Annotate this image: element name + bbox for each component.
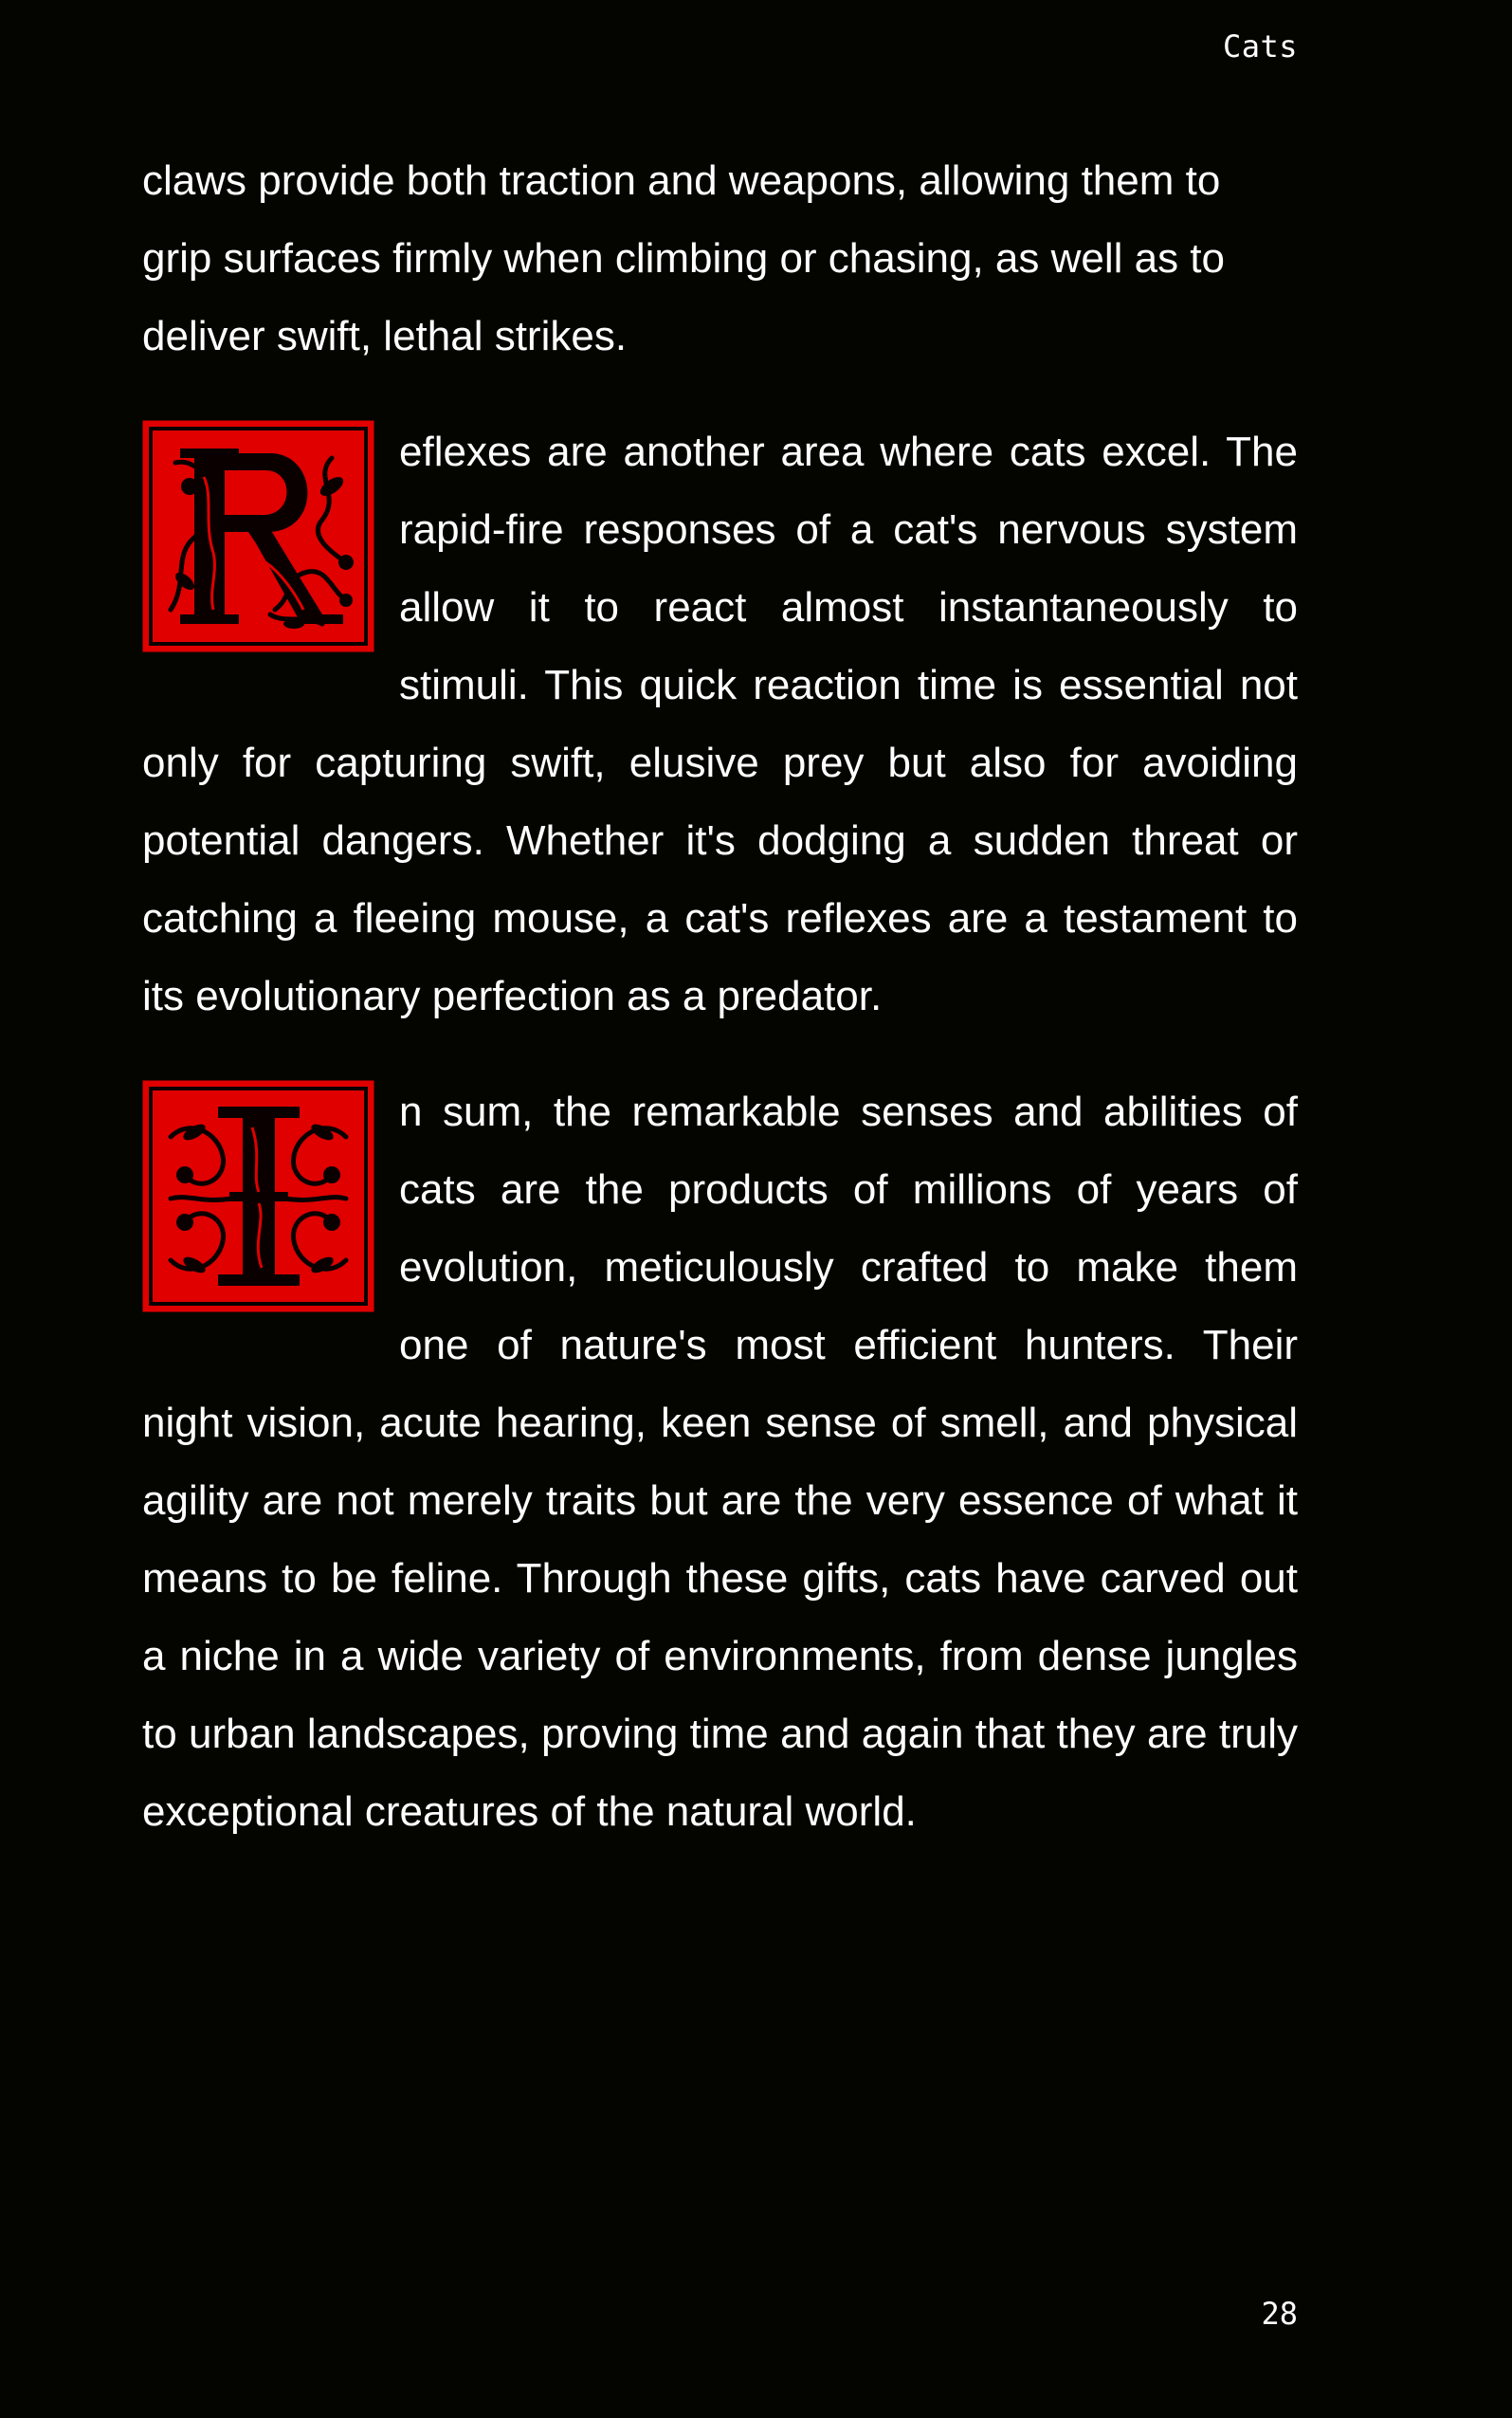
page-body [142, 142, 1298, 1889]
dropcap-i-ornament [142, 1080, 374, 1312]
paragraph-reflexes [142, 413, 1298, 1035]
paragraph-in-sum-text: n sum, the remarkable senses and abilities of cats are the products of millions of years of evolution, meticulously crafted to make them one of nature's most efficient hunters. Their night vision, acute hearing, keen sense of smell, and physical agility are not merely traits but are the very essence of what it means to be feline. Through these gifts, cats have carved out a niche in a wide variety of environments, from dense jungles to urban landscapes, proving time and again that they are truly exceptional creatures of the natural world. [142, 1089, 1298, 1835]
ornamental-letter-i-icon [142, 1080, 374, 1312]
paragraph-in-sum [142, 1073, 1298, 1851]
dropcap-r-ornament [142, 420, 374, 652]
page-number: 28 [1261, 2296, 1298, 2332]
paragraph-claws: claws provide both traction and weapons, allowing them to grip surfaces firmly when climbing or chasing, as well as to deliver swift, lethal strikes. [142, 157, 1226, 359]
running-header: Cats [1222, 28, 1298, 64]
ornamental-letter-r-icon [142, 420, 374, 652]
paragraph-reflexes-text: eflexes are another area where cats excel. The rapid-fire responses of a cat's nervous system allow it to react almost instantaneously to stimuli. This quick reaction time is essential not only for capturing swift, elusive prey but also for avoiding potential dangers. Whether it's dodging a sudden threat or catching a fleeing mouse, a cat's reflexes are a testament to its evolutionary perfection as a predator. [142, 429, 1298, 1019]
